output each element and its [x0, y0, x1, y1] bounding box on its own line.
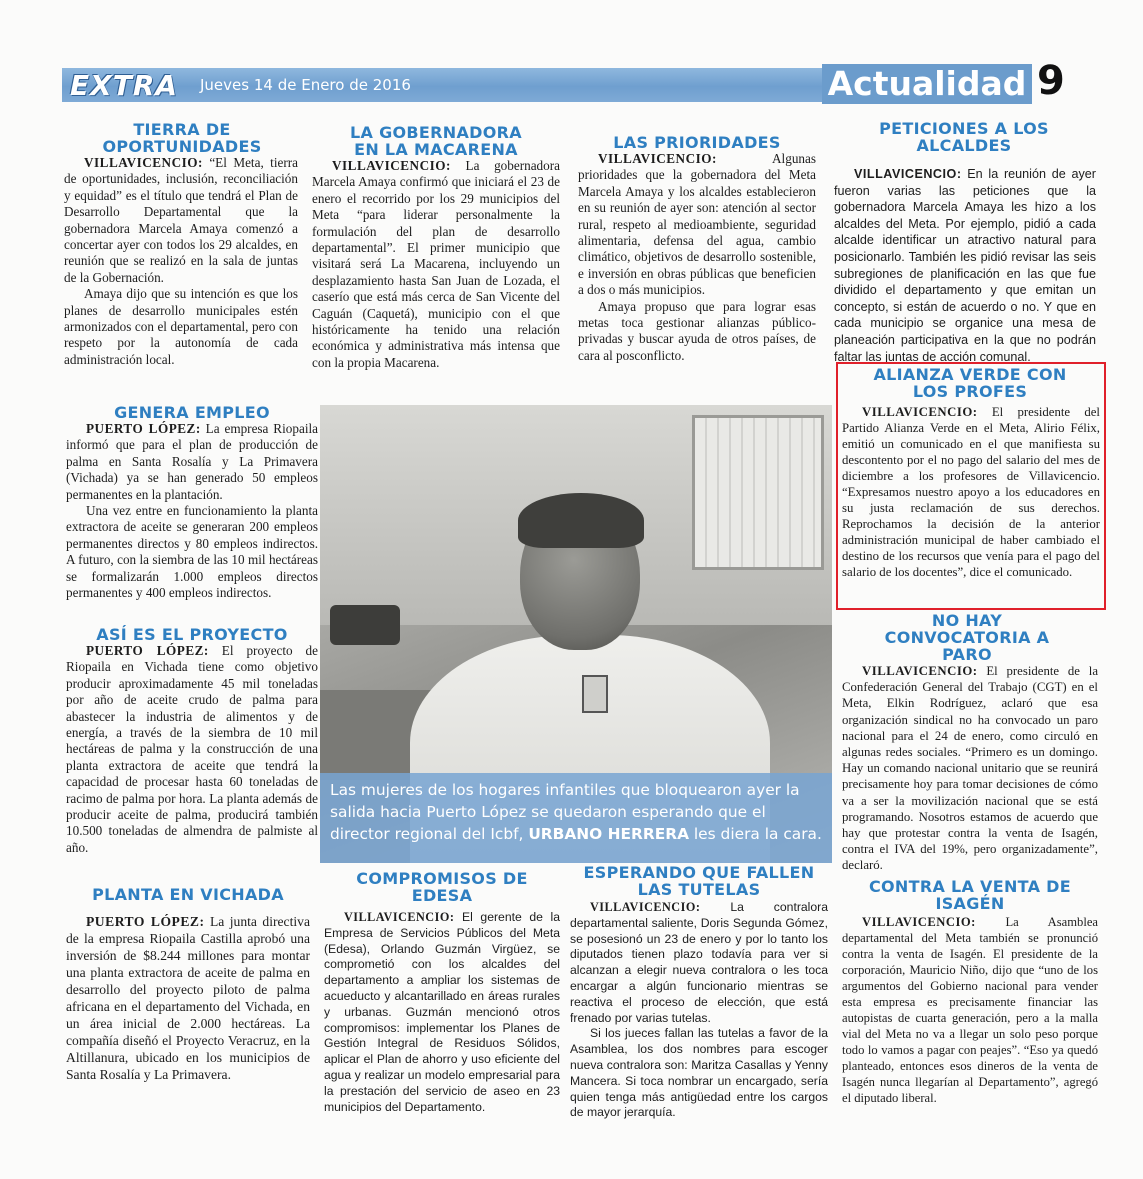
id-badge-icon [582, 675, 608, 713]
article-text: Amaya propuso que para lograr esas metas toca gestionar alianzas público-privadas y buscar ayuda de otros países, de cara al posconflicto. [578, 298, 816, 363]
article-text: La Asamblea departamental del Meta también se pronunció contra la venta de Isagén. El presidente de la corporación, Mauricio Niño, dijo que “uno de los argumentos del Gobierno nacional para vender esta empresa es precisamente financiar las autopistas de cuarta generación, pero a la malla vial del Meta no va a llegar un solo peso porque todo lo vamos a pagar con peajes”. “Eso ya quedó planteado, entonces esos dineros de la venta de Isagén nunca llegarían al Departamento”, agregó el diputado liberal. [842, 915, 1098, 1105]
header-band [62, 68, 842, 102]
news-photo [320, 405, 832, 863]
dateline: VILLAVICENCIO: [344, 910, 455, 924]
article-proyecto [66, 626, 318, 856]
article-convocatoria [842, 612, 1098, 874]
headline: PETICIONES A LOS ALCALDES [879, 119, 1049, 155]
headline: LAS PRIORIDADES [613, 133, 781, 152]
article-text: El gerente de la Empresa de Servicios Públicos del Meta (Edesa), Orlando Guzmán Virgüez, se comprometió con los alcaldes del departamento a ampliar los sistemas de acueducto y alcantarillado en áreas rurales y urbanas. Guzmán mencionó otros compromisos: implementar los Planes de Gestión Integral de Residuos Sólidos, aplicar el Plan de ahorro y uso eficiente del agua y realizar un modelo empresarial para la prestación del servicio de aseo en 23 municipios del Departamento. [324, 910, 561, 1114]
dateline: VILLAVICENCIO: [862, 405, 978, 419]
headline: GENERA EMPLEO [114, 403, 270, 422]
page-number: 9 [1037, 58, 1065, 104]
caption-text: Las mujeres de los hogares infantiles que bloquearon ayer la salida hacia Puerto López se quedaron esperando que el director regional del Icbf, [330, 781, 800, 843]
headline: CONTRA LA VENTA DE ISAGÉN [868, 877, 1071, 913]
article-body [570, 900, 828, 1121]
headline: ASÍ ES EL PROYECTO [96, 625, 288, 644]
article-tutelas [570, 864, 828, 1121]
headline: ALIANZA VERDE CON LOS PROFES [873, 365, 1067, 401]
article-text: Si los jueces fallan las tutelas a favor de la Asamblea, los dos nombres para escoger nueva contralora son: Maritza Casallas y Yenny Mancera. Si toca nombrar un encargado, sería quien tenga más antigüedad entre los cargos de mayor jerarquía. [570, 1026, 828, 1120]
photo-caption [320, 773, 832, 863]
headline: LA GOBERNADORA EN LA MACARENA [350, 123, 522, 159]
caption-text-end: les diera la cara. [693, 825, 822, 843]
article-body [834, 166, 1096, 365]
article-text: La junta directiva de la empresa Riopaila Castilla aprobó una inversión de $8.244 millones para montar una planta extractora de aceite de palma en desarrollo del proyecto piloto de palma africana en el departamento del Vichada, en un área inicial de 2.000 hectáreas. La compañía diseñó el Proyecto Veracruz, en la Altillanura, ubicado en los municipios de Santa Rosalía y La Primavera. [66, 914, 310, 1082]
dateline: VILLAVICENCIO: [854, 167, 962, 181]
photo-person-hair [518, 493, 644, 548]
caption-name: URBANO HERRERA [528, 825, 689, 843]
article-body [312, 158, 560, 371]
article-text: La gobernadora Marcela Amaya confirmó que iniciará el 23 de enero el recorrido por los 29 municipios del Meta “para liderar personalmente la formulación del plan de desarrollo departamental”. El primer municipio que visitará será La Macarena, incluyendo un desplazamiento hasta San Juan de Lozada, el caserío que está más cerca de San Vicente del Caguán (Caquetá), municipio con el que históricamente ha tenido una relación económica y administrativa más intensa que con la propia Macarena. [312, 158, 560, 370]
dateline: PUERTO LÓPEZ: [86, 914, 205, 929]
dateline: PUERTO LÓPEZ: [86, 643, 209, 658]
article-text: Amaya dijo que su intención es que los planes de desarrollo municipales estén armonizados con el departamental, pero con respeto por la autonomía de cada administración local. [64, 286, 298, 367]
headline: TIERRA DE OPORTUNIDADES [102, 120, 262, 156]
article-vichada [66, 886, 310, 1083]
article-body [66, 643, 318, 856]
article-text: La contralora departamental saliente, Doris Segunda Gómez, se posesionó un 23 de enero y por lo tanto los diputados tienen plazo todavía para ver si alcanzan a elegir nueva contralora o les toca encargar a algún funcionario mientras se reactiva el proceso de elección, que está frenado por varias tutelas. [570, 900, 829, 1025]
section-title: Actualidad [822, 64, 1032, 104]
article-body [842, 914, 1098, 1106]
dateline: VILLAVICENCIO: [862, 664, 978, 678]
dateline: VILLAVICENCIO: [598, 151, 717, 166]
article-body [842, 404, 1100, 580]
article-body [66, 913, 310, 1083]
photo-window-blinds [692, 415, 824, 570]
article-text: La empresa Riopaila informó que para el plan de producción de palma en Santa Rosalía y La Primavera (Vichada) ya se han generado 50 empleos permanentes en la plantación. [66, 421, 318, 502]
newspaper-logo: EXTRA [70, 69, 179, 102]
article-text: “El Meta, tierra de oportunidades, inclusión, reconciliación y equidad” es el título que tendrá el Plan de Desarrollo Departamental que la gobernadora Marcela Amaya comenzó a concertar ayer con todos los 29 alcaldes, en reunión que se realizó en la sala de juntas de la Gobernación. [64, 155, 298, 285]
dateline: VILLAVICENCIO: [332, 158, 451, 173]
article-alianza [842, 366, 1100, 580]
dateline: PUERTO LÓPEZ: [86, 421, 201, 436]
headline: PLANTA EN VICHADA [92, 885, 284, 904]
issue-date: Jueves 14 de Enero de 2016 [200, 76, 411, 94]
article-text: El presidente de la Confederación General del Trabajo (CGT) en el Meta, Elkin Rodríguez, aclaró que esa organización sindical no ha convocado un paro nacional para el 24 de enero, como circuló en algunas redes sociales. “Primero es un domingo. Hay un comando nacional unitario que se reunirá precisamente hoy para tomar decisiones de cómo va a ser la movilización nacional que se está programando. Nosotros estamos de acuerdo que hay que protestar contra la venta de Isagén, contra el IVA del 19%, pero organizadamente”, declaró. [842, 664, 1098, 873]
article-text: Una vez entre en funcionamiento la planta extractora de aceite se generaran 200 empleos permanentes directos y 80 empleos indirectos. A futuro, con la siembra de las 10 mil hectáreas se formalizarán 1.000 empleos directos permanentes y 400 empleos indirectos. [66, 503, 318, 601]
headline: NO HAY CONVOCATORIA A PARO [884, 611, 1050, 664]
article-text: Algunas prioridades que la gobernadora del Meta Marcela Amaya y los alcaldes establecieron en su reunión de ayer son: atención al sector rural, respeto al medioambiente, seguridad alimentaria, defensa del agua, cambio climático, objetivos de desarrollo sostenible, e inversión en obras públicas que beneficien a dos o más municipios. [578, 151, 816, 298]
article-tierra [64, 121, 298, 368]
article-edesa [324, 870, 560, 1115]
article-body [578, 151, 816, 364]
headline: COMPROMISOS DE EDESA [356, 869, 528, 905]
article-prioridades [578, 134, 816, 364]
dateline: VILLAVICENCIO: [84, 155, 203, 170]
article-body [66, 421, 318, 601]
telephone-icon [330, 605, 400, 645]
article-peticiones [834, 120, 1096, 365]
dateline: VILLAVICENCIO: [862, 915, 976, 929]
article-empleo [66, 404, 318, 601]
article-text: En la reunión de ayer fueron varias las peticiones que la gobernadora Marcela Amaya les hizo a los alcaldes del Meta. Por ejemplo, pidió a cada alcalde identificar un atractivo natural para posicionarlo. También les pidió revisar las seis subregiones de planificación en las que fue dividido el departamento y que emitan un concepto, si están de acuerdo o no. Y que en cada municipio se organice una mesa de planeación participativa en la que no podrán faltar las juntas de acción comunal. [834, 167, 1096, 364]
article-body [64, 155, 298, 368]
article-isagen [842, 878, 1098, 1106]
article-text: El proyecto de Riopaila en Vichada tiene como objetivo producir aproximadamente 45 mil toneladas por año de aceite crudo de palma para abastecer la industria de alimentos y de energía, a través de la siembra de 10 mil hectáreas de palma y la construcción de una planta extractora de aceite que tendrá la capacidad de procesar hasta 60 toneladas de racimo de palma por hora. La planta además de producir aceite de palma, producirá también 10.500 toneladas de almendra de palmiste al año. [66, 643, 319, 855]
article-gobernadora [312, 124, 560, 371]
article-body [842, 663, 1098, 874]
page-header [62, 58, 1072, 106]
headline: ESPERANDO QUE FALLEN LAS TUTELAS [583, 863, 815, 899]
article-text: El presidente del Partido Alianza Verde en el Meta, Alirio Félix, emitió un comunicado en el que manifiesta su descontento por el no pago del salario del mes de diciembre a los profesores de Villavicencio. “Expresamos nuestro apoyo a los educadores en su justa reclamación de sus derechos. Reprochamos la decisión de la anterior administración municipal de haber cambiado el destino de los recursos que venía para el pago del salario de los docentes”, dice el comunicado. [842, 405, 1100, 579]
dateline: VILLAVICENCIO: [590, 900, 701, 914]
article-body [324, 910, 560, 1115]
